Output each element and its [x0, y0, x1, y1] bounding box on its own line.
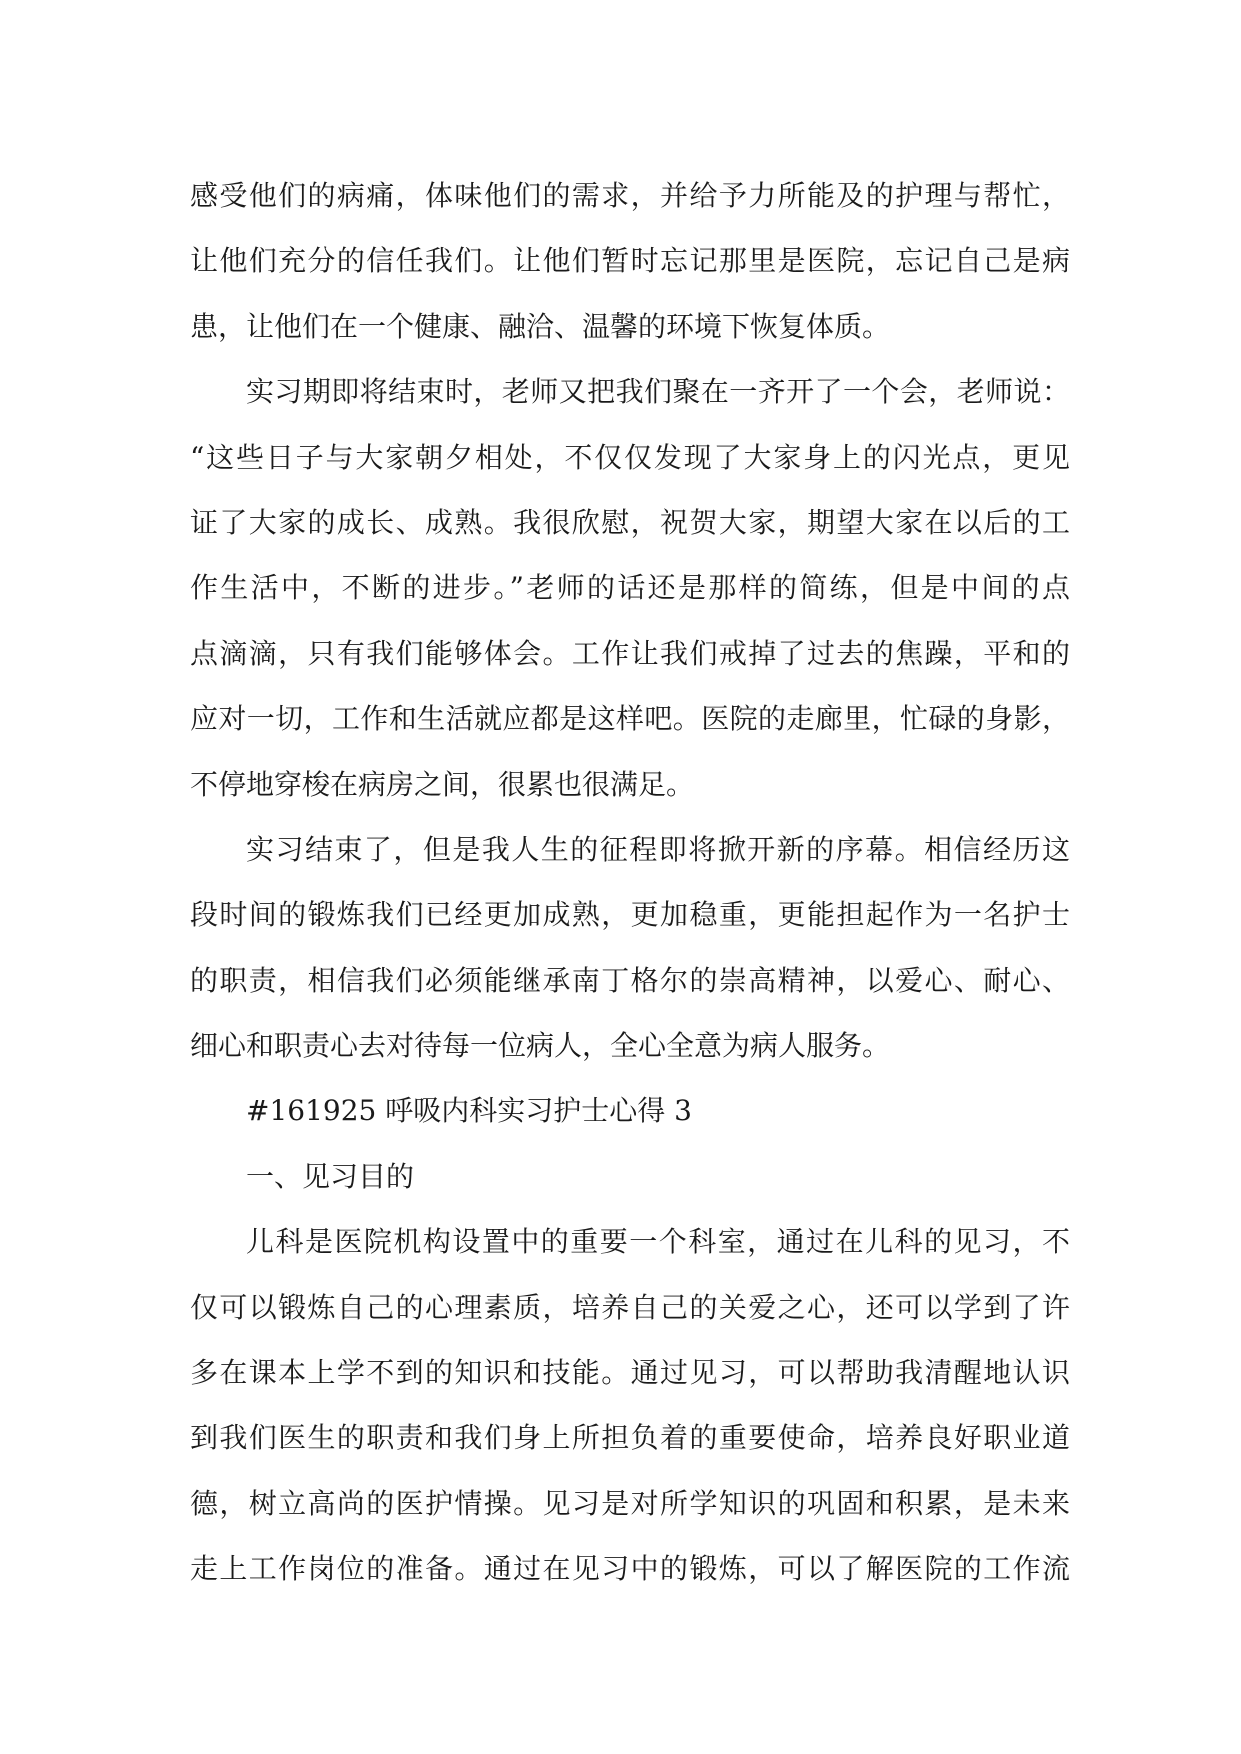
paragraph-2 — [190, 359, 1070, 817]
text-line: 证了大家的成长、成熟。我很欣慰，祝贺大家，期望大家在以后的工 — [190, 505, 1070, 539]
paragraph-4 — [190, 1209, 1070, 1601]
heading-line: 一、见习目的 — [246, 1159, 415, 1193]
text-line: 细心和职责心去对待每一位病人，全心全意为病人服务。 — [190, 1029, 891, 1063]
text-line: 走上工作岗位的准备。通过在见习中的锻炼，可以了解医院的工作流 — [190, 1552, 1070, 1586]
text-line: 点滴滴，只有我们能够体会。工作让我们戒掉了过去的焦躁，平和的 — [190, 636, 1070, 670]
document-body — [190, 163, 1070, 1602]
heading-line: #161925 呼吸内科实习护士心得 3 — [246, 1094, 692, 1128]
text-line: 到我们医生的职责和我们身上所担负着的重要使命，培养良好职业道 — [190, 1421, 1070, 1455]
text-line: “这些日子与大家朝夕相处，不仅仅发现了大家身上的闪光点，更见 — [190, 440, 1070, 474]
text-line: 段时间的锻炼我们已经更加成熟，更加稳重，更能担起作为一名护士 — [190, 898, 1070, 932]
paragraph-1 — [190, 163, 1070, 359]
paragraph-3 — [190, 817, 1070, 1079]
section-heading — [190, 1078, 1070, 1143]
text-line: 儿科是医院机构设置中的重要一个科室，通过在儿科的见习，不 — [246, 1225, 1070, 1259]
text-line: 仅可以锻炼自己的心理素质，培养自己的关爱之心，还可以学到了许 — [190, 1290, 1070, 1324]
text-line: 不停地穿梭在病房之间，很累也很满足。 — [190, 767, 695, 801]
text-line: 患，让他们在一个健康、融洽、温馨的环境下恢复体质。 — [190, 309, 891, 343]
subsection-heading — [190, 1144, 1070, 1209]
text-line: 的职责，相信我们必须能继承南丁格尔的崇高精神，以爱心、耐心、 — [190, 963, 1070, 997]
text-line: 实习期即将结束时，老师又把我们聚在一齐开了一个会，老师说： — [246, 375, 1070, 409]
text-line: 多在课本上学不到的知识和技能。通过见习，可以帮助我清醒地认识 — [190, 1356, 1070, 1390]
text-line: 德，树立高尚的医护情操。见习是对所学知识的巩固和积累，是未来 — [190, 1486, 1070, 1520]
text-line: 感受他们的病痛，体味他们的需求，并给予力所能及的护理与帮忙， — [190, 179, 1070, 212]
text-line: 作生活中，不断的进步。”老师的话还是那样的简练，但是中间的点 — [190, 571, 1070, 605]
text-line: 应对一切，工作和生活就应都是这样吧。医院的走廊里，忙碌的身影， — [190, 702, 1070, 736]
text-line: 实习结束了，但是我人生的征程即将掀开新的序幕。相信经历这 — [246, 832, 1070, 866]
text-line: 让他们充分的信任我们。让他们暂时忘记那里是医院，忘记自己是病 — [190, 244, 1070, 278]
